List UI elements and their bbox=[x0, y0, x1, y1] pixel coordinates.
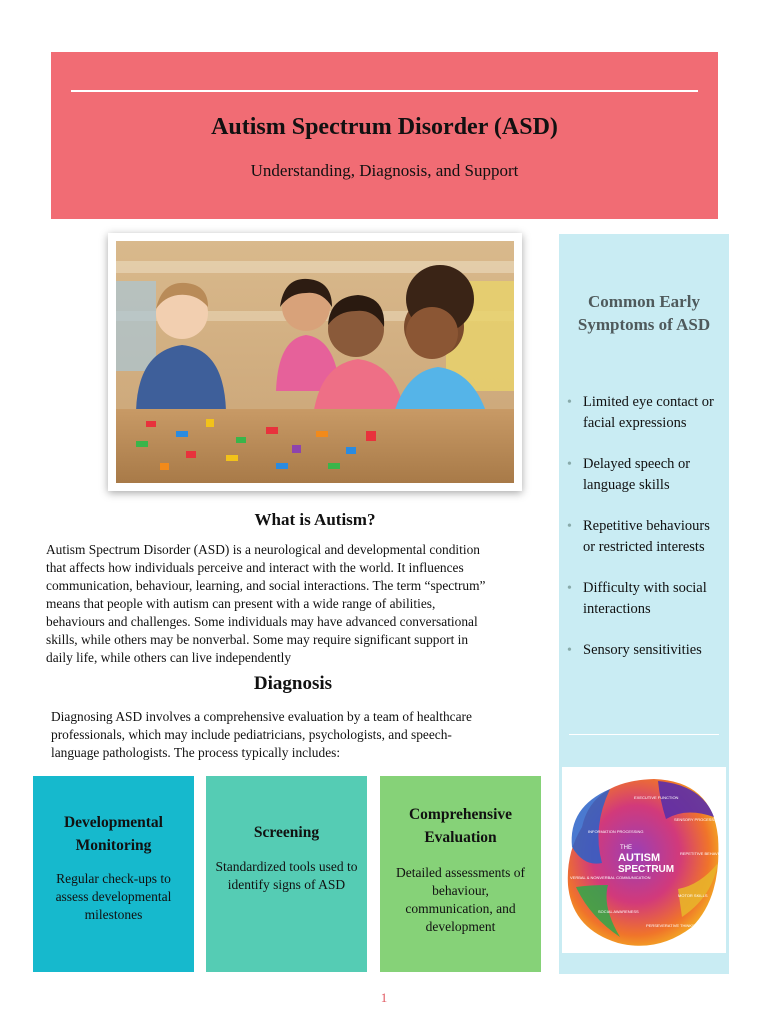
autism-spectrum-graphic bbox=[562, 767, 726, 953]
card-title: Comprehensive Evaluation bbox=[408, 806, 513, 846]
bullet-icon: • bbox=[567, 457, 572, 472]
children-at-table-image bbox=[116, 241, 514, 483]
paragraph-line: communication, behaviour, learning, and social interactions. The term “spectrum” bbox=[46, 578, 486, 593]
card-title: Developmental Monitoring bbox=[63, 814, 163, 854]
card-developmental-monitoring bbox=[33, 776, 194, 972]
spectrum-label: EXECUTIVE FUNCTION bbox=[634, 795, 679, 800]
bullet-icon: • bbox=[567, 581, 572, 596]
spectrum-label: SOCIAL AWARENESS bbox=[598, 909, 639, 914]
spectrum-label: INFORMATION PROCESSING bbox=[588, 829, 644, 834]
spectrum-wheel-image bbox=[562, 767, 726, 953]
spectrum-label: PERSEVERATIVE THINKING bbox=[646, 923, 700, 928]
paragraph-line: behaviours and challenges. Some individuals may have advanced conversational bbox=[46, 614, 478, 629]
card-title: Screening bbox=[253, 824, 320, 841]
list-item bbox=[559, 516, 729, 558]
spectrum-label: MOTOR SKILLS bbox=[678, 893, 708, 898]
page-subtitle: Understanding, Diagnosis, and Support bbox=[250, 161, 519, 180]
spectrum-center-line2: AUTISM bbox=[618, 852, 661, 864]
list-item bbox=[559, 640, 729, 661]
paragraph-line: that affects how individuals perceive and interact with the world. It influences bbox=[46, 560, 464, 575]
symptom-text: Sensory sensitivities bbox=[583, 642, 702, 658]
diagnosis-heading: Diagnosis bbox=[253, 673, 333, 694]
symptom-text: Delayed speech or language skills bbox=[583, 456, 691, 493]
spectrum-center-line1: THE bbox=[620, 845, 632, 851]
paragraph-line: professionals, which may include pediatricians, psychologists, and speech- bbox=[51, 727, 452, 742]
paragraph-line: daily life, while others can live independently bbox=[46, 650, 292, 665]
spectrum-label: VERBAL & NONVERBAL COMMUNICATION bbox=[570, 875, 651, 880]
children-photo bbox=[108, 233, 522, 491]
paragraph-line: Diagnosing ASD involves a comprehensive evaluation by a team of healthcare bbox=[51, 709, 472, 724]
spectrum-label: REPETITIVE BEHAVIOURS bbox=[680, 851, 726, 856]
spectrum-label: SENSORY PROCESSING bbox=[674, 817, 722, 822]
paragraph-line: language pathologists. The process typically includes: bbox=[51, 745, 341, 760]
header-divider bbox=[71, 90, 698, 92]
sidebar-title: Common Early Symptoms of ASD bbox=[577, 292, 711, 334]
symptoms-list bbox=[559, 392, 729, 681]
header-banner bbox=[51, 52, 718, 219]
bullet-icon: • bbox=[567, 643, 572, 658]
page-title: Autism Spectrum Disorder (ASD) bbox=[211, 114, 558, 140]
bullet-icon: • bbox=[567, 519, 572, 534]
page-number: 1 bbox=[380, 990, 388, 1005]
symptoms-sidebar bbox=[559, 234, 729, 974]
card-screening bbox=[206, 776, 367, 972]
paragraph-line: means that people with autism can present with a wide range of abilities, bbox=[46, 596, 436, 611]
card-body: Standardized tools used to identify signs of ASD bbox=[215, 859, 358, 892]
list-item bbox=[559, 392, 729, 434]
list-item bbox=[559, 578, 729, 620]
list-item bbox=[559, 454, 729, 496]
spectrum-center-line3: SPECTRUM bbox=[618, 864, 675, 875]
card-body: Regular check-ups to assess developmental milestones bbox=[55, 871, 172, 922]
card-body: Detailed assessments of behaviour, communication, and development bbox=[396, 865, 525, 934]
paragraph-line: Autism Spectrum Disorder (ASD) is a neurological and developmental condition bbox=[46, 542, 480, 557]
symptom-text: Repetitive behaviours or restricted interests bbox=[583, 518, 710, 555]
paragraph-line: skills, while others may be nonverbal. Some may require significant support in bbox=[46, 632, 469, 647]
symptom-text: Limited eye contact or facial expressions bbox=[583, 394, 714, 431]
sidebar-divider bbox=[569, 734, 719, 735]
card-comprehensive-evaluation bbox=[380, 776, 541, 972]
what-is-autism-heading: What is Autism? bbox=[254, 510, 376, 529]
bullet-icon: • bbox=[567, 395, 572, 410]
symptom-text: Difficulty with social interactions bbox=[583, 580, 707, 617]
